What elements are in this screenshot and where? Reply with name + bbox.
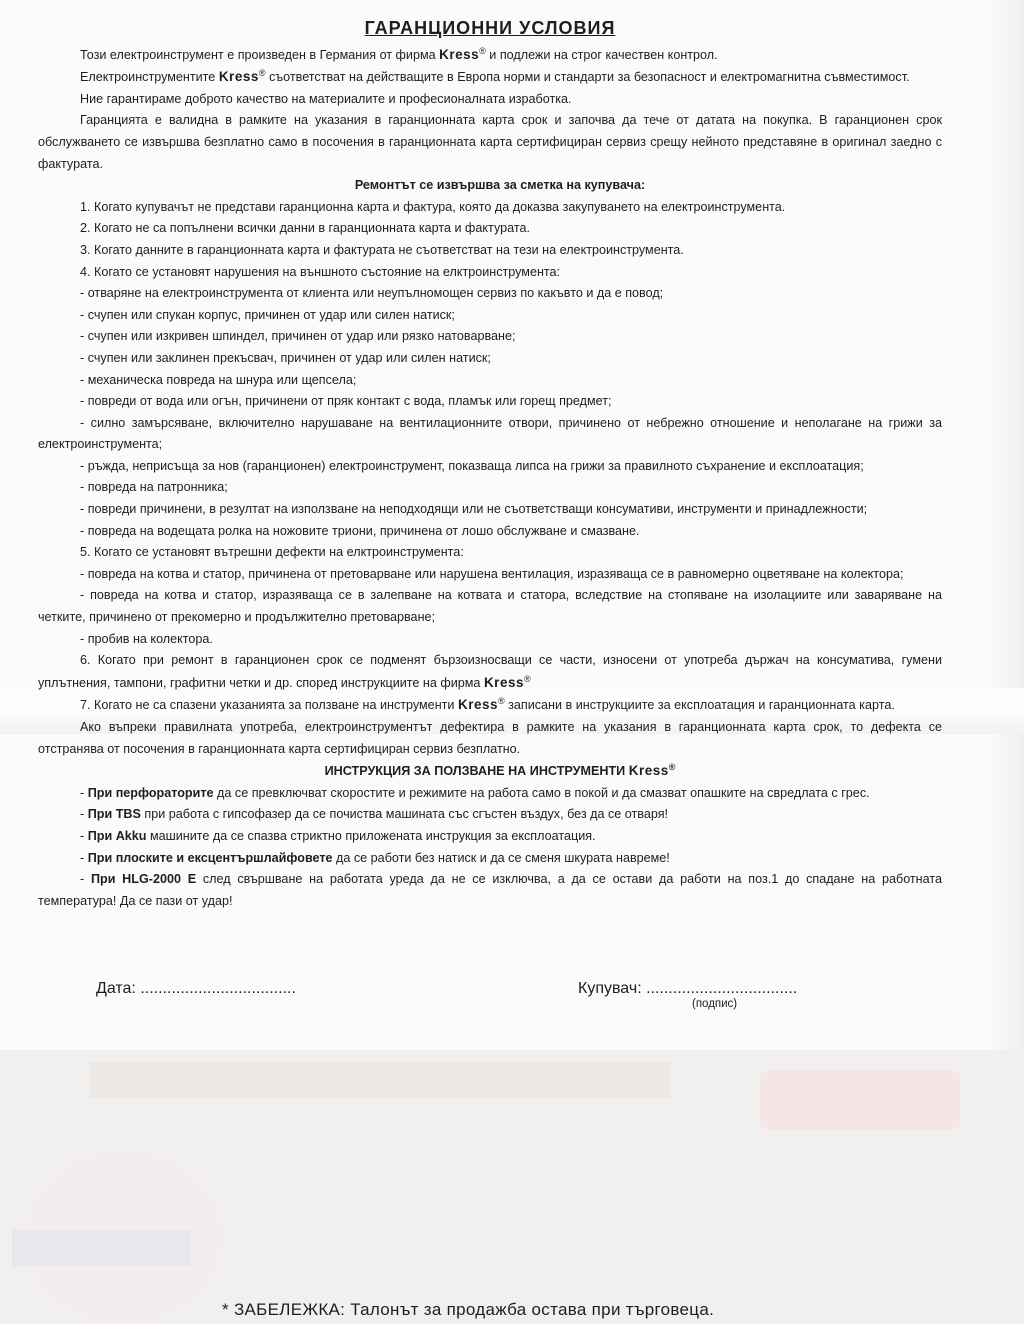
closing-paragraph: Ако въпреки правилната употреба, електроинструментът дефектира в рамките на указания в гаранционната карта срок, то дефекта се отстранява от посочения в гаранционната карта сертифициран сервиз безплатно. [38, 720, 942, 756]
condition-5: 5. Когато се установят вътрешни дефекти на елктроинструмента: [80, 545, 464, 560]
condition-4-item: - ръжда, неприсъща за нов (гаранционен) електроинструмент, показваща липса на грижи за правилното съхранение и експлоатация; [80, 458, 864, 473]
instruction-item: - При HLG-2000 E след свършване на работата уреда да не се изключва, а да се остави да работи на поз.1 до спадане на работната температура! Да се пази от удар! [38, 872, 942, 908]
condition-4-item: - повреда на патронника; [80, 480, 228, 495]
intro-text: и подлежи на строг качествен контрол. [489, 47, 718, 62]
intro-text: Електроинструментите [80, 70, 216, 85]
intro-text: Този електроинструмент е произведен в Германия от фирма [80, 47, 436, 62]
condition-6 [38, 650, 942, 694]
instruction-item: - При плоските и ексцентършлайфовете да се работи без натиск и да се сменя шкурата навреме! [80, 850, 670, 865]
condition-4-item: - счупен или заклинен прекъсвач, причинен от удар или силен натиск; [80, 350, 491, 365]
condition-3: 3. Когато данните в гаранционната карта и фактурата не съответстват на тези на електроинструмента. [80, 242, 684, 257]
brand-name: Kress [483, 674, 524, 690]
page-title: ГАРАНЦИОННИ УСЛОВИЯ [364, 18, 616, 38]
instruction-text: при работа с гипсофазер да се почиства машината със сгъстен въздух, без да се отваря! [144, 807, 669, 822]
condition-5-item: - пробив на колектора. [80, 631, 213, 646]
instruction-bold: При Akku [87, 828, 147, 843]
condition-1: 1. Когато купувачът не представи гаранционна карта и фактура, която да доказва закупуването на електроинструмента. [80, 199, 786, 214]
condition-4-item: - счупен или изкривен шпиндел, причинен от удар или рязко натоварване; [80, 329, 516, 344]
instructions-heading [58, 760, 942, 783]
condition-2: 2. Когато не са попълнени всички данни в гаранционната карта и фактурата. [80, 221, 530, 236]
condition-4-item: - повреди от вода или огън, причинени от пряк контакт с вода, пламък или горещ предмет; [80, 394, 612, 409]
intro-paragraph-1 [38, 44, 942, 67]
instruction-text: машините да се спазва стриктно приложената инструкция за експлоатация. [149, 828, 596, 843]
bleed-through-logo [760, 1070, 960, 1130]
condition-4-item: - силно замърсяване, включително нарушаване на вентилационните отвори, причинено от небрежно отношение и неполагане на грижи за електроинструмента; [38, 415, 942, 452]
registered-mark: ® [258, 68, 266, 78]
intro-paragraph-4: Гаранцията е валидна в рамките на указания в гаранционната карта срок и започва да тече от датата на покупка. В гаранционен срок обслужването се извършва безплатно само в посочения в гаранционната карта сертифициран сервиз срещу нейното представяне в оригинал заедно с фактурата. [38, 113, 942, 171]
instruction-item: - При перфораторите да се превключват скоростите и режимите на работа само в покой и да смазват опашките на свредлата с грес. [80, 785, 870, 800]
brand-name: Kress [439, 46, 480, 62]
instruction-item: - При TBS при работа с гипсофазер да се почиства машината със сгъстен въздух, без да се отваря! [80, 807, 669, 822]
condition-4: 4. Когато се установят нарушения на външното състояние на елктроинструмента: [80, 264, 561, 279]
intro-text: съответстват на действащите в Европа норми и стандарти за безопасност и електромагнитна съвместимост. [268, 70, 910, 85]
brand-name: Kress [457, 697, 498, 713]
registered-mark: ® [479, 45, 486, 56]
brand-name: Kress [628, 763, 669, 779]
date-field: Дата: ................................... [96, 980, 296, 997]
condition-4-item: - повреди причинени, в резултат на използване на неподходящи или не съответстващи консумативи, инструменти и принадлежности; [80, 502, 868, 517]
condition-7 [38, 694, 942, 717]
brand-name: Kress [218, 69, 259, 85]
condition-4-item: - повреда на водещата ролка на ножовите триони, причинена от лошо обслужване и смазване. [80, 523, 640, 538]
instruction-text: след свършване на работата уреда да не се изключва, а да се остави да работи на поз.1 до спадане на работната температура! Да се пази от удар! [38, 872, 942, 908]
condition-4-item: - механическа повреда на шнура или щепсела; [80, 372, 357, 387]
condition-5-item: - повреда на котва и статор, изразяваща се в залепване на котвата и статора, вследствие на стопяване на изолациите или заваряване на четките, причинено от прекомерно и продължително претоварване; [38, 588, 942, 625]
repair-heading: Ремонтът се извършва за сметка на купувача: [354, 178, 646, 193]
condition-4-item: - счупен или спукан корпус, причинен от удар или силен натиск; [80, 307, 455, 322]
instruction-text: да се работи без натиск и да се сменя шкурата навреме! [336, 850, 670, 865]
instructions-heading-text: ИНСТРУКЦИЯ ЗА ПОЛЗВАНЕ НА ИНСТРУМЕНТИ [324, 764, 626, 779]
signature-note: (подпис) [692, 998, 738, 1010]
condition-4-item: - отваряне на електроинструмента от клиента или неупълномощен сервиз по какъвто и да е повод; [80, 286, 664, 301]
warranty-text [38, 18, 942, 912]
instruction-bold: При TBS [87, 807, 141, 822]
instruction-bold: При плоските и ексцентършлайфовете [87, 850, 333, 865]
instruction-bold: При HLG-2000 E [90, 872, 197, 887]
registered-mark: ® [523, 673, 531, 684]
condition-7-text: 7. Когато не са спазени указанията за ползване на инструменти [80, 698, 455, 713]
intro-paragraph-3: Ние гарантираме доброто качество на материалите и професионалната изработка. [80, 91, 572, 106]
buyer-field: Купувач: .................................. [578, 980, 798, 997]
bleed-through-box [12, 1230, 190, 1266]
footer-note: * ЗАБЕЛЕЖКА: Талонът за продажба остава при търговеца. [222, 1300, 715, 1319]
instruction-bold: При перфораторите [87, 785, 214, 800]
page-edge-shadow [988, 0, 1024, 1050]
instruction-text: да се превключват скоростите и режимите на работа само в покой и да смазват опашките на свредлата с грес. [217, 785, 870, 800]
instruction-item: - При Akku машините да се спазва стриктно приложената инструкция за експлоатация. [80, 828, 596, 843]
bleed-through-band [90, 1062, 670, 1098]
condition-5-item: - повреда на котва и статор, причинена от претоварване или нарушена вентилация, изразяваща се в равномерно оцветяване на колектора; [80, 566, 904, 581]
condition-6-text: 6. Когато при ремонт в гаранционен срок се подменят бързоизносващи се части, износени от употреба държач на консуматива, гумени уплътнения, тампони, графитни четки и др. според инструкциите на фирма [38, 653, 942, 690]
intro-paragraph-2 [38, 66, 942, 89]
registered-mark: ® [668, 762, 676, 772]
registered-mark: ® [497, 696, 505, 707]
condition-7-text: записани в инструкциите за експлоатация и гаранционната карта. [508, 698, 895, 713]
